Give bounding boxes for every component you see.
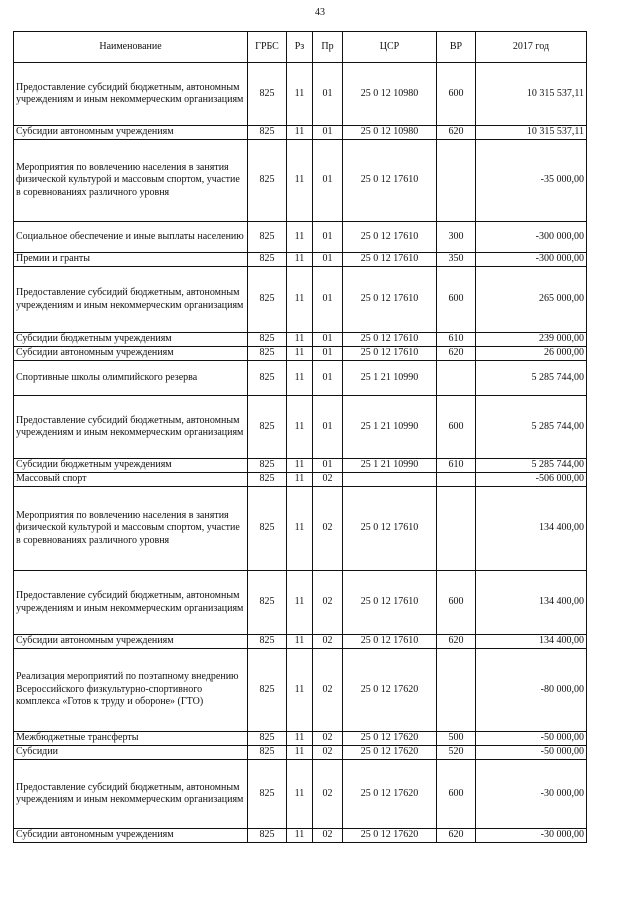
table-row (14, 732, 587, 746)
cell-grbs: 825 (248, 222, 287, 253)
cell-csr: 25 0 12 17620 (343, 829, 437, 843)
cell-vr: 520 (437, 746, 476, 760)
cell-amount: -50 000,00 (476, 732, 587, 746)
cell-csr: 25 0 12 17610 (343, 487, 437, 571)
cell-vr: 600 (437, 396, 476, 459)
header-name: Наименование (14, 32, 248, 63)
cell-name: Предоставление субсидий бюджетным, автономным учреждениям и иным некоммерческим организациям (14, 760, 248, 829)
cell-amount: -80 000,00 (476, 649, 587, 732)
cell-amount: 134 400,00 (476, 487, 587, 571)
table-row (14, 126, 587, 140)
cell-pr: 01 (313, 396, 343, 459)
table-row (14, 760, 587, 829)
cell-vr (437, 487, 476, 571)
cell-amount: -300 000,00 (476, 222, 587, 253)
cell-grbs: 825 (248, 829, 287, 843)
cell-name: Мероприятия по вовлечению населения в занятия физической культурой и массовым спортом, участие в соревнованиях различного уровня (14, 487, 248, 571)
table-row (14, 333, 587, 347)
cell-vr: 600 (437, 571, 476, 635)
cell-pr: 02 (313, 473, 343, 487)
header-csr: ЦСР (343, 32, 437, 63)
cell-rz: 11 (287, 829, 313, 843)
cell-csr: 25 0 12 17610 (343, 222, 437, 253)
cell-amount: 265 000,00 (476, 267, 587, 333)
cell-name: Массовый спорт (14, 473, 248, 487)
table-row (14, 459, 587, 473)
header-grbs: ГРБС (248, 32, 287, 63)
cell-pr: 02 (313, 746, 343, 760)
cell-name: Реализация мероприятий по поэтапному внедрению Всероссийского физкультурно-спортивного комплекса «Готов к труду и обороне» (ГТО) (14, 649, 248, 732)
cell-rz: 11 (287, 126, 313, 140)
cell-rz: 11 (287, 571, 313, 635)
cell-amount: -50 000,00 (476, 746, 587, 760)
cell-rz: 11 (287, 333, 313, 347)
cell-pr: 02 (313, 760, 343, 829)
header-rz: Рз (287, 32, 313, 63)
cell-name: Социальное обеспечение и иные выплаты населению (14, 222, 248, 253)
cell-amount: 26 000,00 (476, 347, 587, 361)
cell-name: Предоставление субсидий бюджетным, автономным учреждениям и иным некоммерческим организациям (14, 63, 248, 126)
cell-name: Субсидии автономным учреждениям (14, 829, 248, 843)
cell-csr: 25 0 12 17620 (343, 732, 437, 746)
cell-pr: 01 (313, 140, 343, 222)
cell-grbs: 825 (248, 333, 287, 347)
cell-pr: 01 (313, 63, 343, 126)
cell-pr: 02 (313, 571, 343, 635)
cell-pr: 01 (313, 333, 343, 347)
cell-amount: 5 285 744,00 (476, 459, 587, 473)
cell-name: Субсидии (14, 746, 248, 760)
cell-csr: 25 0 12 17610 (343, 635, 437, 649)
cell-rz: 11 (287, 473, 313, 487)
cell-rz: 11 (287, 649, 313, 732)
table-header-row (14, 32, 587, 63)
cell-pr: 02 (313, 829, 343, 843)
cell-vr (437, 649, 476, 732)
cell-grbs: 825 (248, 760, 287, 829)
cell-name: Предоставление субсидий бюджетным, автономным учреждениям и иным некоммерческим организациям (14, 571, 248, 635)
cell-pr: 01 (313, 361, 343, 396)
cell-amount: -35 000,00 (476, 140, 587, 222)
cell-csr: 25 0 12 10980 (343, 126, 437, 140)
cell-grbs: 825 (248, 746, 287, 760)
cell-grbs: 825 (248, 732, 287, 746)
table-row (14, 347, 587, 361)
cell-grbs: 825 (248, 267, 287, 333)
table-row (14, 253, 587, 267)
cell-name: Субсидии автономным учреждениям (14, 347, 248, 361)
cell-vr: 620 (437, 635, 476, 649)
cell-grbs: 825 (248, 63, 287, 126)
header-year-2017: 2017 год (476, 32, 587, 63)
cell-amount: 5 285 744,00 (476, 396, 587, 459)
cell-csr: 25 0 12 17610 (343, 267, 437, 333)
cell-csr: 25 1 21 10990 (343, 396, 437, 459)
cell-pr: 02 (313, 487, 343, 571)
cell-vr: 600 (437, 63, 476, 126)
budget-table (13, 31, 587, 843)
cell-csr: 25 0 12 10980 (343, 63, 437, 126)
cell-grbs: 825 (248, 473, 287, 487)
cell-grbs: 825 (248, 140, 287, 222)
cell-grbs: 825 (248, 571, 287, 635)
cell-csr: 25 1 21 10990 (343, 361, 437, 396)
cell-rz: 11 (287, 253, 313, 267)
cell-pr: 02 (313, 732, 343, 746)
cell-grbs: 825 (248, 253, 287, 267)
cell-amount: 10 315 537,11 (476, 126, 587, 140)
cell-vr (437, 140, 476, 222)
cell-csr (343, 473, 437, 487)
cell-csr: 25 0 12 17610 (343, 253, 437, 267)
cell-csr: 25 0 12 17610 (343, 140, 437, 222)
table-row (14, 361, 587, 396)
table-row (14, 571, 587, 635)
cell-pr: 02 (313, 649, 343, 732)
cell-vr: 300 (437, 222, 476, 253)
cell-name: Межбюджетные трансферты (14, 732, 248, 746)
cell-vr: 350 (437, 253, 476, 267)
cell-name: Предоставление субсидий бюджетным, автономным учреждениям и иным некоммерческим организациям (14, 396, 248, 459)
table-row (14, 267, 587, 333)
table-row (14, 63, 587, 126)
cell-rz: 11 (287, 140, 313, 222)
cell-vr: 500 (437, 732, 476, 746)
table-row (14, 473, 587, 487)
cell-amount: -30 000,00 (476, 760, 587, 829)
cell-name: Премии и гранты (14, 253, 248, 267)
cell-amount: -506 000,00 (476, 473, 587, 487)
cell-pr: 02 (313, 635, 343, 649)
table-row (14, 829, 587, 843)
cell-name: Мероприятия по вовлечению населения в занятия физической культурой и массовым спортом, участие в соревнованиях различного уровня (14, 140, 248, 222)
cell-grbs: 825 (248, 459, 287, 473)
cell-pr: 01 (313, 222, 343, 253)
cell-pr: 01 (313, 267, 343, 333)
cell-amount: 134 400,00 (476, 571, 587, 635)
cell-name: Субсидии бюджетным учреждениям (14, 333, 248, 347)
cell-amount: 239 000,00 (476, 333, 587, 347)
cell-rz: 11 (287, 267, 313, 333)
cell-name: Субсидии автономным учреждениям (14, 126, 248, 140)
cell-vr: 620 (437, 347, 476, 361)
cell-vr: 610 (437, 333, 476, 347)
cell-vr: 600 (437, 267, 476, 333)
cell-pr: 01 (313, 126, 343, 140)
cell-grbs: 825 (248, 396, 287, 459)
cell-pr: 01 (313, 347, 343, 361)
header-vr: ВР (437, 32, 476, 63)
cell-csr: 25 0 12 17620 (343, 746, 437, 760)
cell-vr (437, 473, 476, 487)
table-row (14, 487, 587, 571)
page-number: 43 (315, 7, 325, 18)
header-pr: Пр (313, 32, 343, 63)
cell-rz: 11 (287, 760, 313, 829)
cell-csr: 25 0 12 17610 (343, 347, 437, 361)
cell-grbs: 825 (248, 649, 287, 732)
cell-grbs: 825 (248, 487, 287, 571)
cell-rz: 11 (287, 746, 313, 760)
cell-vr: 620 (437, 126, 476, 140)
cell-amount: -300 000,00 (476, 253, 587, 267)
table-row (14, 635, 587, 649)
cell-amount: -30 000,00 (476, 829, 587, 843)
cell-grbs: 825 (248, 126, 287, 140)
cell-name: Предоставление субсидий бюджетным, автономным учреждениям и иным некоммерческим организациям (14, 267, 248, 333)
cell-rz: 11 (287, 63, 313, 126)
cell-csr: 25 1 21 10990 (343, 459, 437, 473)
cell-grbs: 825 (248, 361, 287, 396)
cell-rz: 11 (287, 635, 313, 649)
cell-rz: 11 (287, 487, 313, 571)
cell-vr: 610 (437, 459, 476, 473)
cell-amount: 5 285 744,00 (476, 361, 587, 396)
table-row (14, 746, 587, 760)
cell-amount: 134 400,00 (476, 635, 587, 649)
cell-grbs: 825 (248, 635, 287, 649)
cell-rz: 11 (287, 459, 313, 473)
cell-pr: 01 (313, 253, 343, 267)
cell-rz: 11 (287, 222, 313, 253)
cell-csr: 25 0 12 17610 (343, 333, 437, 347)
cell-vr (437, 361, 476, 396)
table-row (14, 396, 587, 459)
cell-name: Субсидии автономным учреждениям (14, 635, 248, 649)
cell-name: Спортивные школы олимпийского резерва (14, 361, 248, 396)
cell-rz: 11 (287, 361, 313, 396)
table-row (14, 222, 587, 253)
cell-grbs: 825 (248, 347, 287, 361)
cell-rz: 11 (287, 347, 313, 361)
cell-vr: 600 (437, 760, 476, 829)
table-row (14, 649, 587, 732)
cell-pr: 01 (313, 459, 343, 473)
cell-amount: 10 315 537,11 (476, 63, 587, 126)
cell-vr: 620 (437, 829, 476, 843)
table-row (14, 140, 587, 222)
cell-name: Субсидии бюджетным учреждениям (14, 459, 248, 473)
cell-rz: 11 (287, 396, 313, 459)
cell-csr: 25 0 12 17620 (343, 649, 437, 732)
cell-csr: 25 0 12 17620 (343, 760, 437, 829)
cell-csr: 25 0 12 17610 (343, 571, 437, 635)
cell-rz: 11 (287, 732, 313, 746)
